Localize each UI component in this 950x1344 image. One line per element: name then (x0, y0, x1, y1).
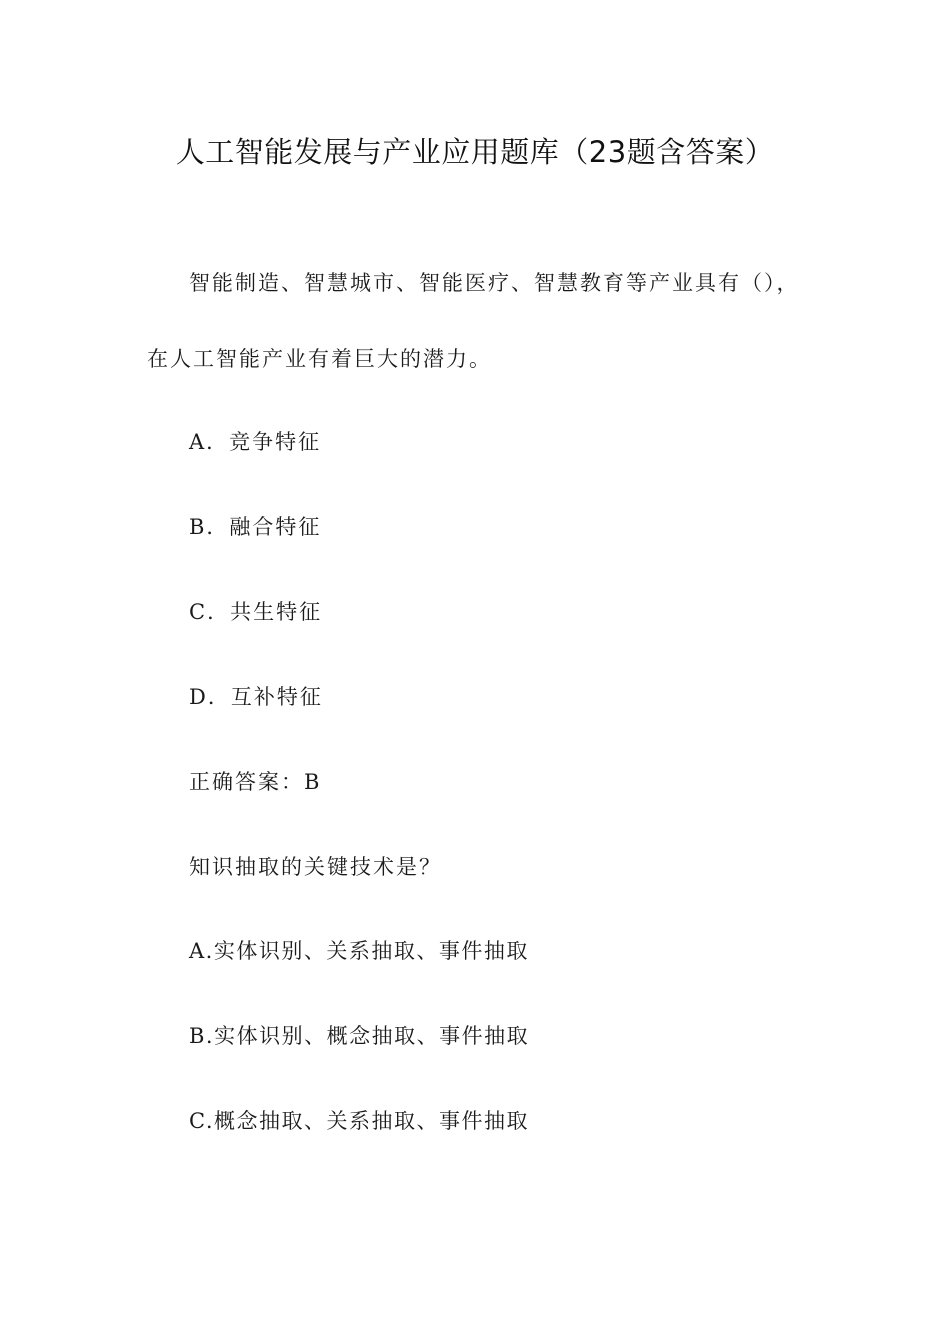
question-2-option-b: B.实体识别、概念抽取、事件抽取 (189, 1024, 530, 1048)
question-1-option-d: D．互补特征 (189, 685, 323, 709)
question-2-option-c: C.概念抽取、关系抽取、事件抽取 (189, 1109, 529, 1133)
question-1-option-b: B．融合特征 (189, 515, 322, 539)
question-2-option-a: A.实体识别、关系抽取、事件抽取 (189, 939, 529, 963)
question-2-stem: 知识抽取的关键技术是？ (189, 855, 442, 879)
document-title: 人工智能发展与产业应用题库（23题含答案） (175, 135, 775, 169)
question-1-answer: 正确答案：B (189, 770, 322, 794)
question-1-stem-line-2: 在人工智能产业有着巨大的潜力。 (147, 347, 492, 371)
question-1-stem-line-1: 智能制造、智慧城市、智能医疗、智慧教育等产业具有（）， (189, 271, 800, 295)
question-1-option-a: A．竞争特征 (189, 430, 322, 454)
question-1-option-c: C．共生特征 (189, 600, 323, 624)
